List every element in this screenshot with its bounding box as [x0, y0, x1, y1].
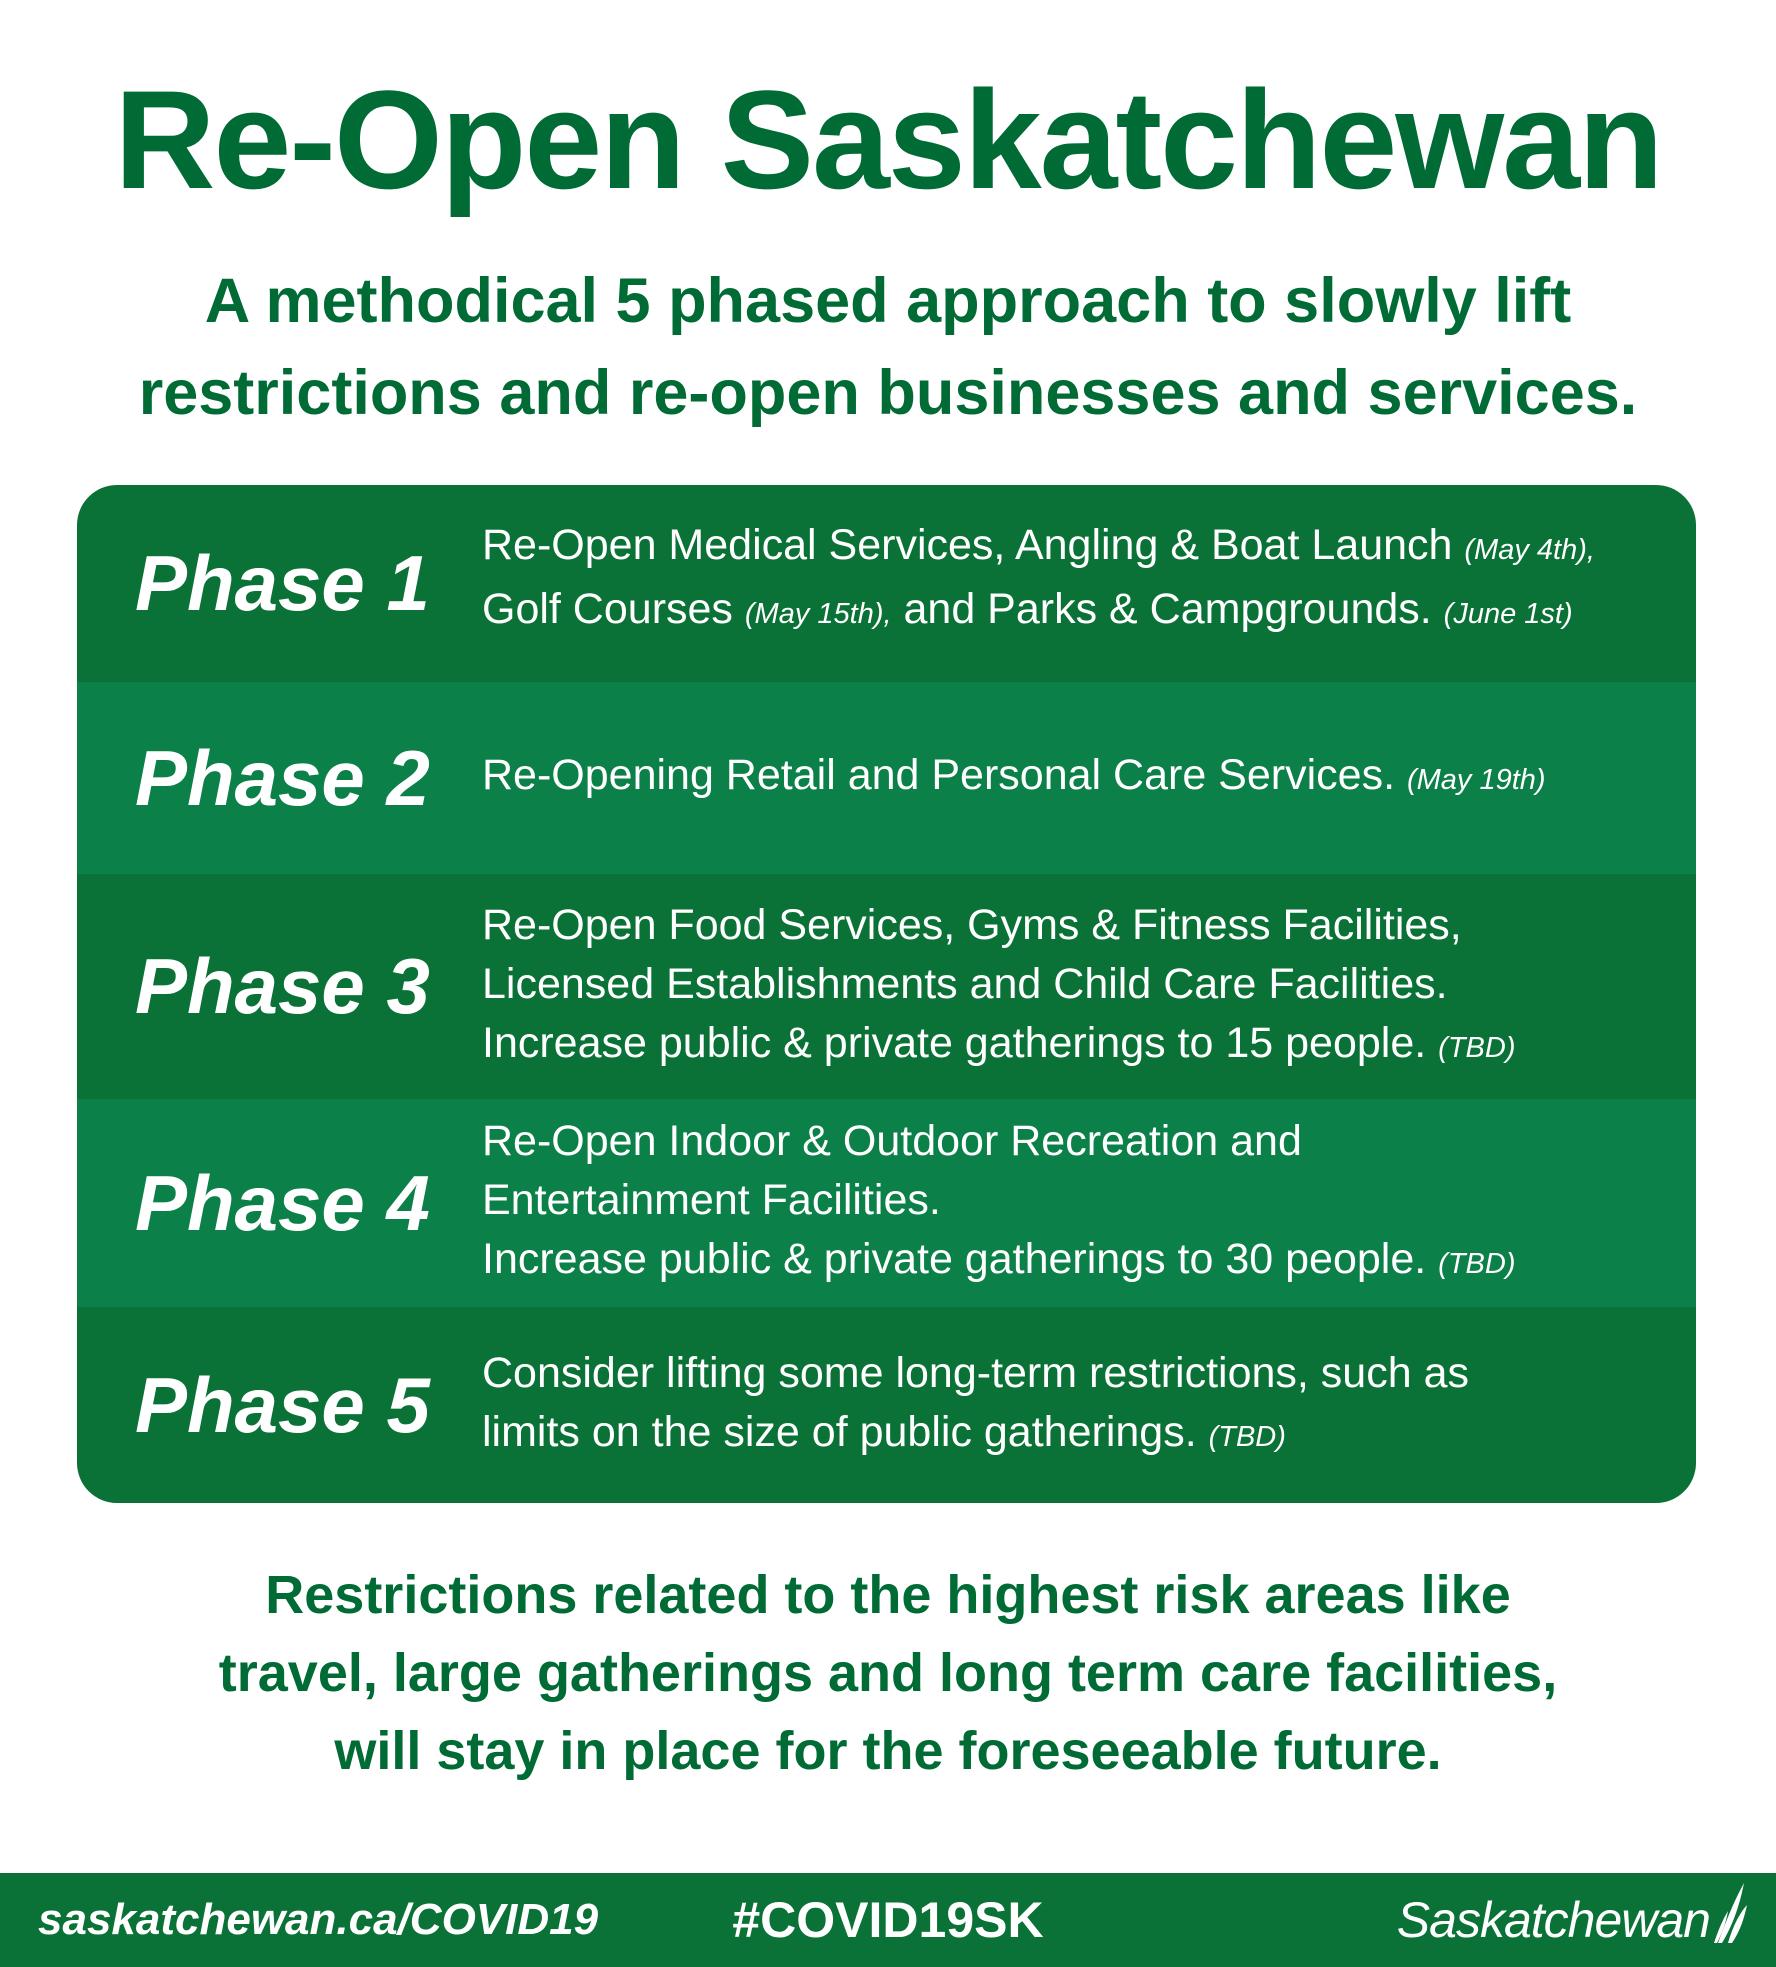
phase-description [482, 1307, 1682, 1503]
footer-note [88, 1556, 1688, 1790]
phase-description-line: Licensed Establishments and Child Care Facilities. [482, 959, 1448, 1008]
phase-table [77, 485, 1696, 1503]
date-note: (May 15th), [744, 597, 892, 630]
phase-description-line: Entertainment Facilities. [482, 1176, 941, 1224]
phase-row-1 [77, 485, 1696, 682]
phase-description-line: limits on the size of public gatherings. (TBD) [482, 1407, 1286, 1456]
website-url: saskatchewan.ca/COVID19 [38, 1895, 599, 1944]
phase-description-line: Re-Open Indoor & Outdoor Recreation and [482, 1117, 1302, 1165]
subtitle-line-1: A methodical 5 phased approach to slowly lift [204, 266, 1572, 336]
phase-label: Phase 4 [135, 1158, 430, 1247]
date-note: (May 19th) [1406, 764, 1546, 796]
footer-note-line-1: Restrictions related to the highest risk areas like [265, 1565, 1511, 1625]
footer-note-line-3: will stay in place for the foreseeable future. [334, 1721, 1442, 1781]
subtitle-line-2: restrictions and re-open businesses and services. [138, 358, 1638, 428]
phase-description-line: Re-Opening Retail and Personal Care Services. (May 19th) [482, 751, 1546, 799]
hashtag: #COVID19SK [732, 1892, 1044, 1948]
date-note: (TBD) [1208, 1420, 1286, 1453]
phase-description-line: Re-Open Food Services, Gyms & Fitness Facilities, [482, 900, 1462, 949]
phase-description-line: Increase public & private gatherings to 30 people. (TBD) [482, 1235, 1516, 1283]
phase-description [482, 1099, 1682, 1307]
phase-description-line: Golf Courses (May 15th), and Parks & Campgrounds. (June 1st) [482, 584, 1573, 633]
phase-label: Phase 2 [135, 733, 430, 822]
wheat-icon [1714, 1881, 1748, 1945]
phase-row-5 [77, 1307, 1696, 1503]
phase-description-line: Re-Open Medical Services, Angling & Boat Launch (May 4th), [482, 520, 1595, 569]
phase-description-line: Consider lifting some long-term restrictions, such as [482, 1348, 1469, 1397]
phase-description [482, 682, 1682, 874]
phase-row-4 [77, 1099, 1696, 1307]
footer-note-line-2: travel, large gatherings and long term care facilities, [218, 1643, 1558, 1703]
bottom-bar [0, 1873, 1776, 1967]
phase-description [482, 485, 1682, 678]
date-note: (TBD) [1438, 1248, 1516, 1280]
date-note: (June 1st) [1443, 597, 1573, 630]
page-title: Re-Open Saskatchewan [114, 61, 1662, 218]
phase-label: Phase 5 [135, 1360, 430, 1449]
phase-description-line: Increase public & private gatherings to 15 people. (TBD) [482, 1018, 1516, 1067]
phase-row-2 [77, 682, 1696, 874]
phase-label: Phase 3 [135, 942, 430, 1030]
logo-text: Saskatchewan [1396, 1892, 1710, 1948]
subtitle [88, 255, 1688, 439]
phase-row-3 [77, 874, 1696, 1099]
date-note: (May 4th), [1464, 533, 1595, 566]
date-note: (TBD) [1438, 1031, 1516, 1064]
phase-description [482, 874, 1682, 1099]
phase-label: Phase 1 [135, 539, 430, 627]
saskatchewan-logo [1397, 1873, 1748, 1967]
